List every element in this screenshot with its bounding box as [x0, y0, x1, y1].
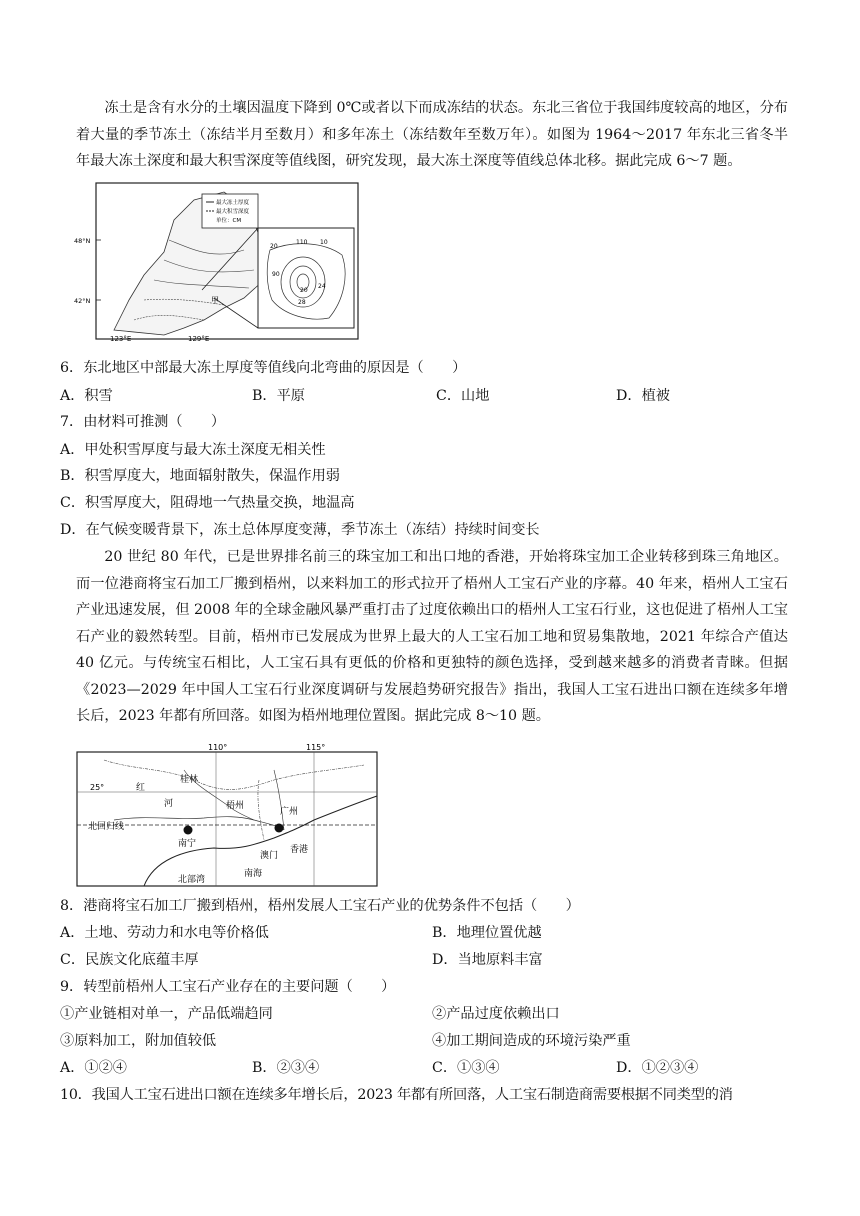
- place-label: 北部湾: [178, 875, 206, 885]
- q10-stem: 10．我国人工宝石进出口额在连续多年增长后，2023 年都有所回落，人工宝石制造商需要根据不同类型的消: [60, 1087, 733, 1103]
- q6-option-c[interactable]: C．山地: [436, 388, 490, 404]
- lon-label-110: 110°: [208, 743, 228, 752]
- place-label: 北回归线: [88, 822, 125, 832]
- q7-option-d[interactable]: D．在气候变暖背景下，冻土总体厚度变薄，季节冻土（冻结）持续时间变长: [60, 522, 540, 538]
- passage-wuzhou-gems: 20 世纪 80 年代，已是世界排名前三的珠宝加工和出口地的香港，开始将珠宝加工企业转移到珠三角地区。而一位港商将宝石加工厂搬到梧州，以来料加工的形式拉开了梧州人工宝石产业的序幕。40 年来，梧州人工宝石产业迅速发展，但 2008 年的全球金融风暴严重打击了过度依赖出口的梧州人工宝石行业，这也促进了梧州人工宝石产业的毅然转型。目前，梧州市已发展成为世界上最大的人工宝石加工地和贸易集散地，2021 年综合产值达 40 亿元。与传统宝石相比，人工宝石具有更低的价格和更独特的颜色选择，受到越来越多的消费者青睐。但据《2023—2029 年中国人工宝石行业深度调研与发展趋势研究报告》指出，我国人工宝石进出口额在连续多年增长后，2023 年都有所回落。如图为梧州地理位置图。据此完成 8～10 题。: [76, 549, 788, 724]
- legend-unit: 单位：CM: [216, 218, 242, 224]
- point-jia-label: 甲: [211, 296, 219, 305]
- place-label: 香港: [290, 845, 309, 855]
- lon-label-123: 123°E: [110, 335, 132, 343]
- lon-label-129: 129°E: [188, 335, 210, 343]
- place-label: 澳门: [260, 851, 279, 861]
- q7-option-a[interactable]: A．甲处积雪厚度与最大冻土深度无相关性: [60, 442, 326, 458]
- q9-item-4: ④加工期间造成的环境污染严重: [432, 1033, 631, 1049]
- lat-label-42: 42°N: [74, 297, 91, 305]
- inset-label: 24: [318, 283, 326, 290]
- q6-option-d[interactable]: D．植被: [616, 388, 670, 404]
- legend-frozen-depth: 最大冻土厚度: [216, 200, 250, 206]
- q7-option-c[interactable]: C．积雪厚度大，阻碍地一气热量交换，地温高: [60, 495, 355, 511]
- q9-option-a[interactable]: A．①②④: [60, 1060, 127, 1076]
- place-label: 红: [136, 783, 146, 793]
- place-label: 南宁: [178, 839, 197, 849]
- q9-stem: 9．转型前梧州人工宝石产业存在的主要问题（ ）: [60, 979, 396, 995]
- q7-option-b[interactable]: B．积雪厚度大，地面辐射散失，保温作用弱: [60, 468, 340, 484]
- q9-item-1: ①产业链相对单一，产品低端趋同: [60, 1006, 273, 1022]
- northeast-frozen-soil-map: [74, 180, 364, 342]
- wuzhou-location-map: [74, 740, 380, 888]
- q8-option-d[interactable]: D．当地原料丰富: [432, 952, 543, 968]
- place-label: 南海: [244, 869, 263, 879]
- place-label: 河: [164, 799, 174, 809]
- inset-label: 28: [298, 299, 306, 306]
- inset-label: 20: [300, 287, 308, 294]
- q7-stem: 7．由材料可推测（ ）: [60, 414, 226, 430]
- inset-label: 10: [320, 239, 328, 246]
- place-label: 梧州: [226, 801, 245, 811]
- q9-option-b[interactable]: B．②③④: [252, 1060, 320, 1076]
- q9-item-2: ②产品过度依赖出口: [432, 1006, 560, 1022]
- q6-stem: 6．东北地区中部最大冻土厚度等值线向北弯曲的原因是（ ）: [60, 360, 467, 376]
- q8-stem: 8．港商将宝石加工厂搬到梧州，梧州发展人工宝石产业的优势条件不包括（ ）: [60, 898, 580, 914]
- place-label: 桂林: [180, 775, 199, 785]
- q9-option-d[interactable]: D．①②③④: [616, 1060, 699, 1076]
- inset-label: 90: [272, 271, 280, 278]
- passage-frozen-soil: 冻土是含有水分的土壤因温度下降到 0℃或者以下而成冻结的状态。东北三省位于我国纬度较高的地区，分布着大量的季节冻土（冻结半月至数月）和多年冻土（冻结数年至数万年）。如图为 1964～2017 年东北三省冬半年最大冻土深度和最大积雪深度等值线图，研究发现，最大冻土深度等值线总体北移。据此完成 6～7 题。: [76, 100, 788, 169]
- q8-option-b[interactable]: B．地理位置优越: [432, 925, 542, 941]
- q6-option-a[interactable]: A．积雪: [60, 388, 113, 404]
- q9-item-3: ③原料加工，附加值较低: [60, 1033, 217, 1049]
- lon-label-115: 115°: [306, 743, 326, 752]
- inset-label: 110: [296, 239, 308, 246]
- place-label: 广州: [280, 807, 299, 817]
- inset-label: 20: [270, 243, 278, 250]
- q6-option-b[interactable]: B．平原: [252, 388, 305, 404]
- q8-option-c[interactable]: C．民族文化底蕴丰厚: [60, 952, 199, 968]
- lat-label-25: 25°: [90, 783, 105, 792]
- q9-option-c[interactable]: C．①③④: [432, 1060, 500, 1076]
- legend-snow-depth: 最大积雪深度: [216, 209, 250, 215]
- q8-option-a[interactable]: A．土地、劳动力和水电等价格低: [60, 925, 269, 941]
- lat-label-48: 48°N: [74, 237, 91, 245]
